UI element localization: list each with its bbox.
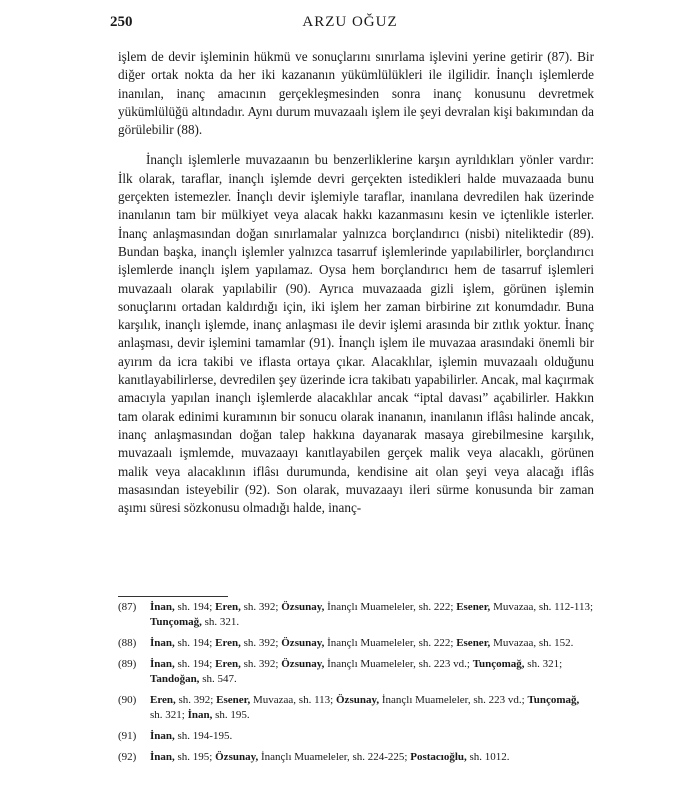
footnote-citation: İnançlı Muameleler, sh. 224-225;	[258, 751, 411, 763]
footnote-number: (89)	[118, 658, 137, 670]
footnote-author: İnan,	[150, 751, 175, 763]
footnote-author: Eren,	[215, 658, 241, 670]
footnote-citation: sh. 1012.	[466, 751, 510, 763]
footnote-author: Postacıoğlu,	[410, 751, 467, 763]
footnote-number: (91)	[118, 730, 137, 742]
footnote-citation: sh. 392;	[175, 694, 217, 706]
footnote-author: Esener,	[456, 637, 491, 649]
footnote-text	[150, 601, 593, 628]
footnote-number: (87)	[118, 601, 137, 613]
footnote-citation: sh. 392;	[240, 637, 282, 649]
footnote-author: Tunçomağ,	[150, 616, 202, 628]
footnote-citation: sh. 392;	[240, 601, 282, 613]
footnote-text	[150, 658, 562, 685]
footnote-text	[150, 751, 510, 763]
footnote	[118, 750, 594, 765]
footnote	[118, 600, 594, 630]
footnote-author: Özsunay,	[281, 658, 325, 670]
footnote-number: (90)	[118, 694, 137, 706]
page-header	[110, 14, 590, 38]
footnote	[118, 636, 594, 651]
footnote-citation: sh. 194;	[174, 637, 216, 649]
footnote-author: Özsunay,	[281, 601, 325, 613]
footnote-text	[150, 637, 573, 649]
footnote-citation: sh. 321;	[524, 658, 563, 670]
footnotes	[118, 600, 594, 771]
footnote-citation: sh. 195.	[212, 709, 250, 721]
footnote	[118, 729, 594, 744]
footnote-author: İnan,	[150, 658, 175, 670]
footnote-citation: Muvazaa, sh. 113;	[250, 694, 336, 706]
footnote-author: İnan,	[150, 637, 175, 649]
footnote-author: Özsunay,	[215, 751, 259, 763]
footnote-citation: sh. 194;	[174, 658, 216, 670]
footnote-author: Eren,	[215, 637, 241, 649]
paragraph: İnançlı işlemlerle muvazaanın bu benzerliklerine karşın ayrıldıkları yönler vardır: İlk olarak, taraflar, inançlı işlemde devri gerçekten istedikleri halde muvazaada bunu gerçekten istemezler. İnançlı devir işlemiyle taraflar, inanılana devredilen hak üzerinde inanılanın tam bir mülkiyet veya alacak hakkı kazanmasını kesin ve içtenlikle isterler. İnanç anlaşmasından doğan sınırlamalar yalnızca borçlandırıcı (nisbi) niteliktedir (89). Bundan başka, inançlı işlemler yalnızca tasarruf işlemlerinde yapılabilirler, borçlandırıcı işlemlerde inançlı işlem yapılamaz. Oysa hem borçlandırıcı hem de tasarruf işlemleri muvazaalı olarak yapılabilir (90). Ayrıca muvazaada gizli işlem, görünen işlemin sonuçlarını ortadan kaldırdığı için, iki işlem her zaman birbirine zıt konumdadır. Buna karşılık, inançlı işlemde, inanç anlaşması ile devir işlemi arasında bir zıtlık yoktur. İnanç anlaşması, devir işlemini tamamlar (91). İnançlı işlem ile muvazaa arasındaki önemli bir ayırım da icra takibi ve iflasta ortaya çıkar. Alacaklılar, işlemin muvazaalı olduğunu kanıtlayabilirlerse, devredilen şey üzerinde icra takibatı yapabilirler. Ancak, mal kaçırmak amacıyla yapılan inançlı işlemlerde alacaklılar ancak “iptal davası” açabilirler. Hakkın tam olarak edinimi kuramının bir sonucu olarak inananın, inanılanın iflâsı halinde ancak, inanç anlaşmasından doğan talep hakkına dayanarak masaya girebilmesine karşılık, muvazaalı işmlemde, muvazaayı kanıtlayabilen gerçek malik veya alacaklı, görünen malik veya alacaklının iflâsı durumunda, kendisine ait olan şeyi veya alacağı iflâs masasından isteyebilir (92). Son olarak, muvazaayı ileri sürme konusunda bir zaman aşımı süresi sözkonusu olmadığı halde, inanç-	[118, 152, 594, 516]
footnote-citation: İnançlı Muameleler, sh. 223 vd.;	[324, 658, 473, 670]
footnote-citation: sh. 195;	[174, 751, 216, 763]
footnote-citation: sh. 392;	[240, 658, 282, 670]
footnote-author: Eren,	[215, 601, 241, 613]
footnote-author: İnan,	[150, 601, 175, 613]
footnote-citation: sh. 194-195.	[174, 730, 233, 742]
footnote-citation: sh. 321.	[201, 616, 240, 628]
footnote-citation: İnançlı Muameleler, sh. 223 vd.;	[379, 694, 528, 706]
footnote-author: Esener,	[456, 601, 491, 613]
footnote-citation: sh. 321;	[150, 709, 188, 721]
footnote-author: Tandoğan,	[150, 673, 200, 685]
footnote-citation: sh. 194;	[174, 601, 216, 613]
footnote-author: Tunçomağ,	[527, 694, 580, 706]
footnote-citation: İnançlı Muameleler, sh. 222;	[324, 601, 457, 613]
footnote-number: (92)	[118, 751, 137, 763]
footnote-text	[150, 694, 579, 721]
footnote-citation: Muvazaa, sh. 152.	[490, 637, 574, 649]
footnote-citation: sh. 547.	[199, 673, 237, 685]
footnote-text	[150, 730, 232, 742]
footnote-separator	[118, 596, 228, 597]
footnote-author: Özsunay,	[336, 694, 380, 706]
body-text	[118, 48, 594, 517]
footnote-citation: Muvazaa, sh. 112-113;	[490, 601, 594, 613]
footnote-author: Eren,	[150, 694, 176, 706]
page-number: 250	[110, 14, 133, 30]
footnote-author: İnan,	[187, 709, 213, 721]
footnote-number: (88)	[118, 637, 137, 649]
footnote-author: Esener,	[216, 694, 251, 706]
footnote	[118, 657, 594, 687]
footnote-citation: İnançlı Muameleler, sh. 222;	[324, 637, 457, 649]
footnote-author: İnan,	[150, 730, 175, 742]
running-head-author: ARZU OĞUZ	[302, 14, 398, 30]
footnote	[118, 693, 594, 723]
footnote-author: Özsunay,	[281, 637, 325, 649]
footnote-author: Tunçomağ,	[472, 658, 525, 670]
paragraph-continued: işlem de devir işleminin hükmü ve sonuçlarını sınırlama işlevini yerine getirir (87). Bir diğer ortak nokta da her iki kazananın yükümlülükleri ile ilgilidir. İnançlı işlemlerde inanılan, inanç amacının gerçekleşmesinden sonra inanç konusunu devretmek yükümlülüğü altındadır. Aynı durum muvazaalı işlem ile şeyi devralan kişi bakımından da görülebilir (88).	[118, 49, 594, 138]
